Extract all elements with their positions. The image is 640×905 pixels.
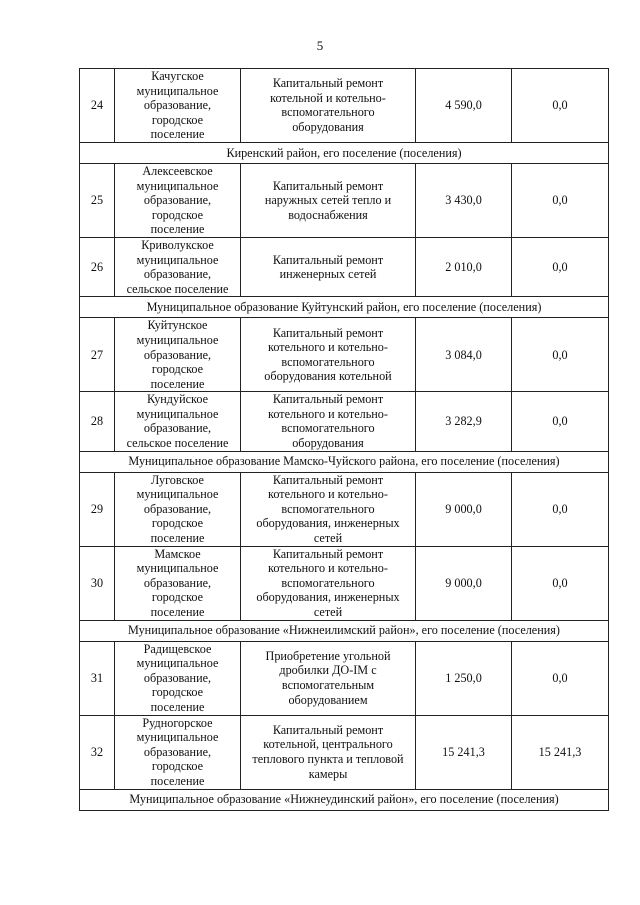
work-description: Капитальный ремонт котельного и котельно- вспомогательного оборудования, инженерных сетей xyxy=(241,546,416,620)
amount-cell: 3 282,9 xyxy=(416,392,512,451)
row-number: 28 xyxy=(80,392,115,451)
amount-cell: 2 010,0 xyxy=(416,237,512,296)
work-description: Капитальный ремонт котельной и котельно- вспомогательного оборудования xyxy=(241,69,416,143)
amount-cell-secondary: 15 241,3 xyxy=(512,715,609,789)
amount-cell-secondary: 0,0 xyxy=(512,546,609,620)
table-row xyxy=(80,69,609,143)
section-title: Киренский район, его поселение (поселения) xyxy=(80,142,609,163)
section-row xyxy=(80,142,609,163)
table-row xyxy=(80,237,609,296)
section-row xyxy=(80,297,609,318)
amount-cell: 3 430,0 xyxy=(416,163,512,237)
section-title: Муниципальное образование Мамско-Чуйского района, его поселение (поселения) xyxy=(80,451,609,472)
amount-cell: 4 590,0 xyxy=(416,69,512,143)
row-number: 32 xyxy=(80,715,115,789)
work-description: Капитальный ремонт котельной, центрального теплового пункта и тепловой камеры xyxy=(241,715,416,789)
amount-cell: 3 084,0 xyxy=(416,318,512,392)
amount-cell: 15 241,3 xyxy=(416,715,512,789)
work-description: Капитальный ремонт котельного и котельно- вспомогательного оборудования xyxy=(241,392,416,451)
municipality-name: Качугское муниципальное образование, городское поселение xyxy=(115,69,241,143)
amount-cell: 9 000,0 xyxy=(416,546,512,620)
row-number: 25 xyxy=(80,163,115,237)
section-title: Муниципальное образование «Нижнеудинский район», его поселение (поселения) xyxy=(80,789,609,810)
amount-cell-secondary: 0,0 xyxy=(512,392,609,451)
amount-cell-secondary: 0,0 xyxy=(512,237,609,296)
work-description: Капитальный ремонт инженерных сетей xyxy=(241,237,416,296)
section-row xyxy=(80,620,609,641)
row-number: 26 xyxy=(80,237,115,296)
amount-cell: 1 250,0 xyxy=(416,641,512,715)
amount-cell-secondary: 0,0 xyxy=(512,69,609,143)
table-row xyxy=(80,472,609,546)
table-row xyxy=(80,392,609,451)
table-row xyxy=(80,715,609,789)
amount-cell-secondary: 0,0 xyxy=(512,641,609,715)
row-number: 24 xyxy=(80,69,115,143)
funding-table xyxy=(79,68,609,811)
municipality-name: Алексеевское муниципальное образование, городское поселение xyxy=(115,163,241,237)
amount-cell-secondary: 0,0 xyxy=(512,163,609,237)
table-row xyxy=(80,641,609,715)
municipality-name: Луговское муниципальное образование, городское поселение xyxy=(115,472,241,546)
table-row xyxy=(80,318,609,392)
row-number: 30 xyxy=(80,546,115,620)
page-number: 5 xyxy=(316,38,324,53)
work-description: Приобретение угольной дробилки ДО-IM с вспомогательным оборудованием xyxy=(241,641,416,715)
municipality-name: Криволукское муниципальное образование, сельское поселение xyxy=(115,237,241,296)
municipality-name: Радищевское муниципальное образование, городское поселение xyxy=(115,641,241,715)
municipality-name: Рудногорское муниципальное образование, городское поселение xyxy=(115,715,241,789)
amount-cell: 9 000,0 xyxy=(416,472,512,546)
section-title: Муниципальное образование Куйтунский район, его поселение (поселения) xyxy=(80,297,609,318)
section-title: Муниципальное образование «Нижнеилимский район», его поселение (поселения) xyxy=(80,620,609,641)
municipality-name: Куйтунское муниципальное образование, городское поселение xyxy=(115,318,241,392)
section-row xyxy=(80,451,609,472)
row-number: 27 xyxy=(80,318,115,392)
municipality-name: Мамское муниципальное образование, городское поселение xyxy=(115,546,241,620)
work-description: Капитальный ремонт котельного и котельно- вспомогательного оборудования, инженерных сетей xyxy=(241,472,416,546)
section-row xyxy=(80,789,609,810)
table-row xyxy=(80,546,609,620)
municipality-name: Кундуйское муниципальное образование, сельское поселение xyxy=(115,392,241,451)
table-row xyxy=(80,163,609,237)
amount-cell-secondary: 0,0 xyxy=(512,318,609,392)
row-number: 31 xyxy=(80,641,115,715)
row-number: 29 xyxy=(80,472,115,546)
amount-cell-secondary: 0,0 xyxy=(512,472,609,546)
work-description: Капитальный ремонт котельного и котельно- вспомогательного оборудования котельной xyxy=(241,318,416,392)
work-description: Капитальный ремонт наружных сетей тепло и водоснабжения xyxy=(241,163,416,237)
